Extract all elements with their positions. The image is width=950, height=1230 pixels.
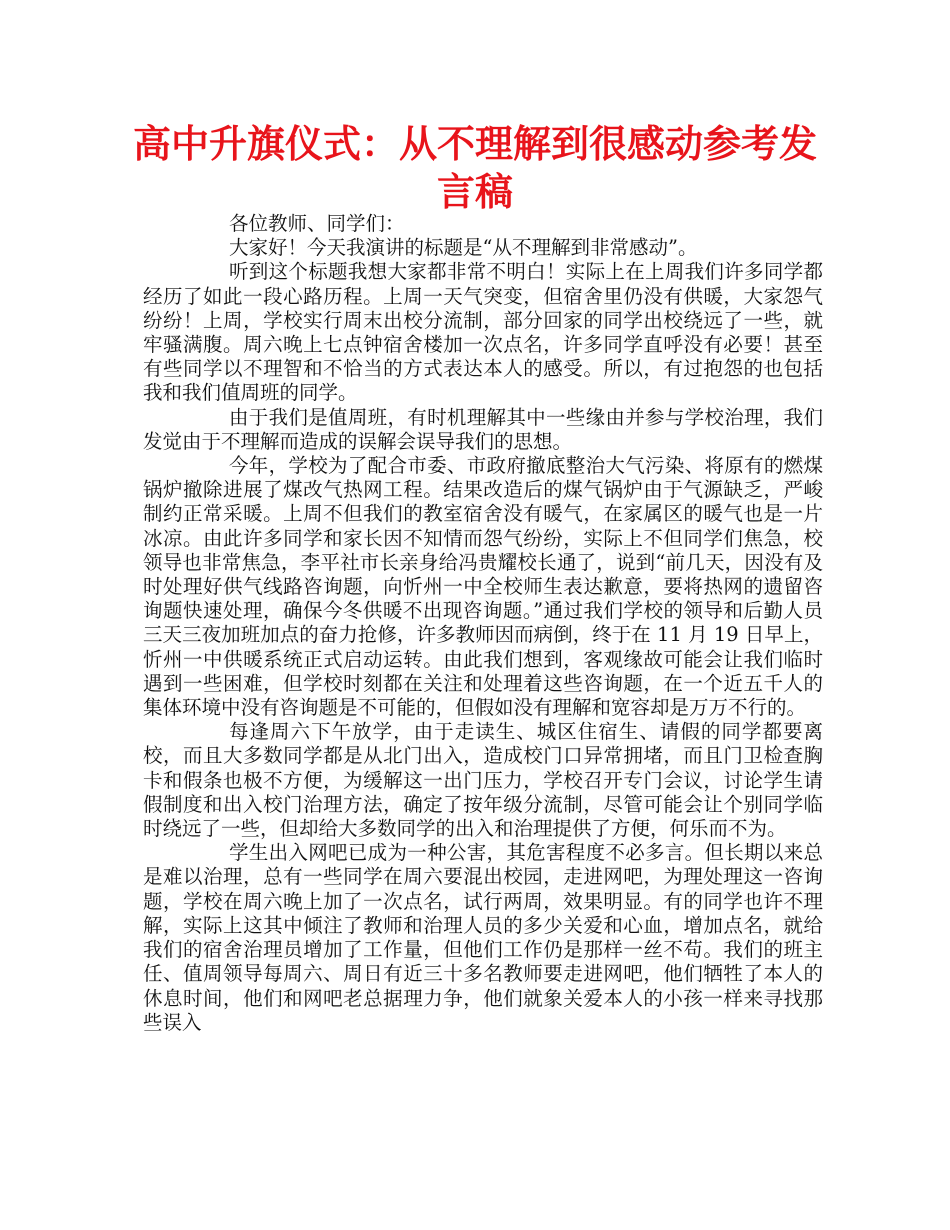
paragraph-greeting: 各位教师、同学们：	[229, 212, 405, 235]
document-body	[143, 212, 823, 1035]
paragraph: 大家好！今天我演讲的标题是“从不理解到非常感动”。	[229, 236, 698, 260]
paragraph: 听到这个标题我想大家都非常不明白！实际上在上周我们许多同学都经历了如此一段心路历程。上周一天气突变，但宿舍里仍没有供暖，大家怨气纷纷！上周，学校实行周末出校分流制，部分回家的同学出校绕远了一些，就牢骚满腹。周六晚上七点钟宿舍楼加一次点名，许多同学直呼没有必要！甚至有些同学以不理智和不恰当的方式表达本人的感受。所以，有过抱怨的也包括我和我们值周班的同学。	[143, 260, 823, 405]
paragraph: 由于我们是值周班，有时机理解其中一些缘由并参与学校治理，我们发觉由于不理解而造成的误解会误导我们的思想。	[143, 405, 823, 453]
document-title: 高中升旗仪式：从不理解到很感动参考发言稿	[132, 122, 817, 214]
paragraph: 学生出入网吧已成为一种公害，其危害程度不必多言。但长期以来总是难以治理，总有一些同学在周六要混出校园，走进网吧，为理处理这一咨询题，学校在周六晚上加了一次点名，试行两周，效果明显。有的同学也许不理解，实际上这其中倾注了教师和治理人员的多少关爱和心血，增加点名，就给我们的宿舍治理员增加了工作量，但他们工作仍是那样一丝不苟。我们的班主任、值周领导每周六、周日有近三十多名教师要走进网吧，他们牺牲了本人的休息时间，他们和网吧老总据理力争，他们就象关爱本人的小孩一样来寻找那些误入	[143, 841, 823, 1034]
paragraph: 每逢周六下午放学，由于走读生、城区住宿生、请假的同学都要离校，而且大多数同学都是从北门出入，造成校门口异常拥堵，而且门卫检查胸卡和假条也极不方便，为缓解这一出门压力，学校召开专门会议，讨论学生请假制度和出入校门治理方法，确定了按年级分流制，尽管可能会让个别同学临时绕远了一些，但却给大多数同学的出入和治理提供了方便，何乐而不为。	[143, 720, 823, 841]
paragraph: 今年，学校为了配合市委、市政府撤底整治大气污染、将原有的燃煤锅炉撤除进展了煤改气热网工程。结果改造后的煤气锅炉由于气源缺乏，严峻制约正常采暖。上周不但我们的教室宿舍没有暖气，在家属区的暖气也是一片冰凉。由此许多同学和家长因不知情而怨气纷纷，实际上不但同学们焦急，校领导也非常焦急，李平社市长亲身给冯贵耀校长通了，说到“前几天，因没有及时处理好供气线路咨询题，向忻州一中全校师生表达歉意，要将热网的遗留咨询题快速处理，确保今冬供暖不出现咨询题。”通过我们学校的领导和后勤人员三天三夜加班加点的奋力抢修，许多教师因而病倒，终于在 11 月 19 日早上，忻州一中供暖系统正式启动运转。由此我们想到，客观缘故可能会让我们临时遇到一些困难，但学校时刻都在关注和处理着这些咨询题，在一个近五千人的集体环境中没有咨询题是不可能的，但假如没有理解和宽容却是万万不行的。	[143, 454, 823, 720]
